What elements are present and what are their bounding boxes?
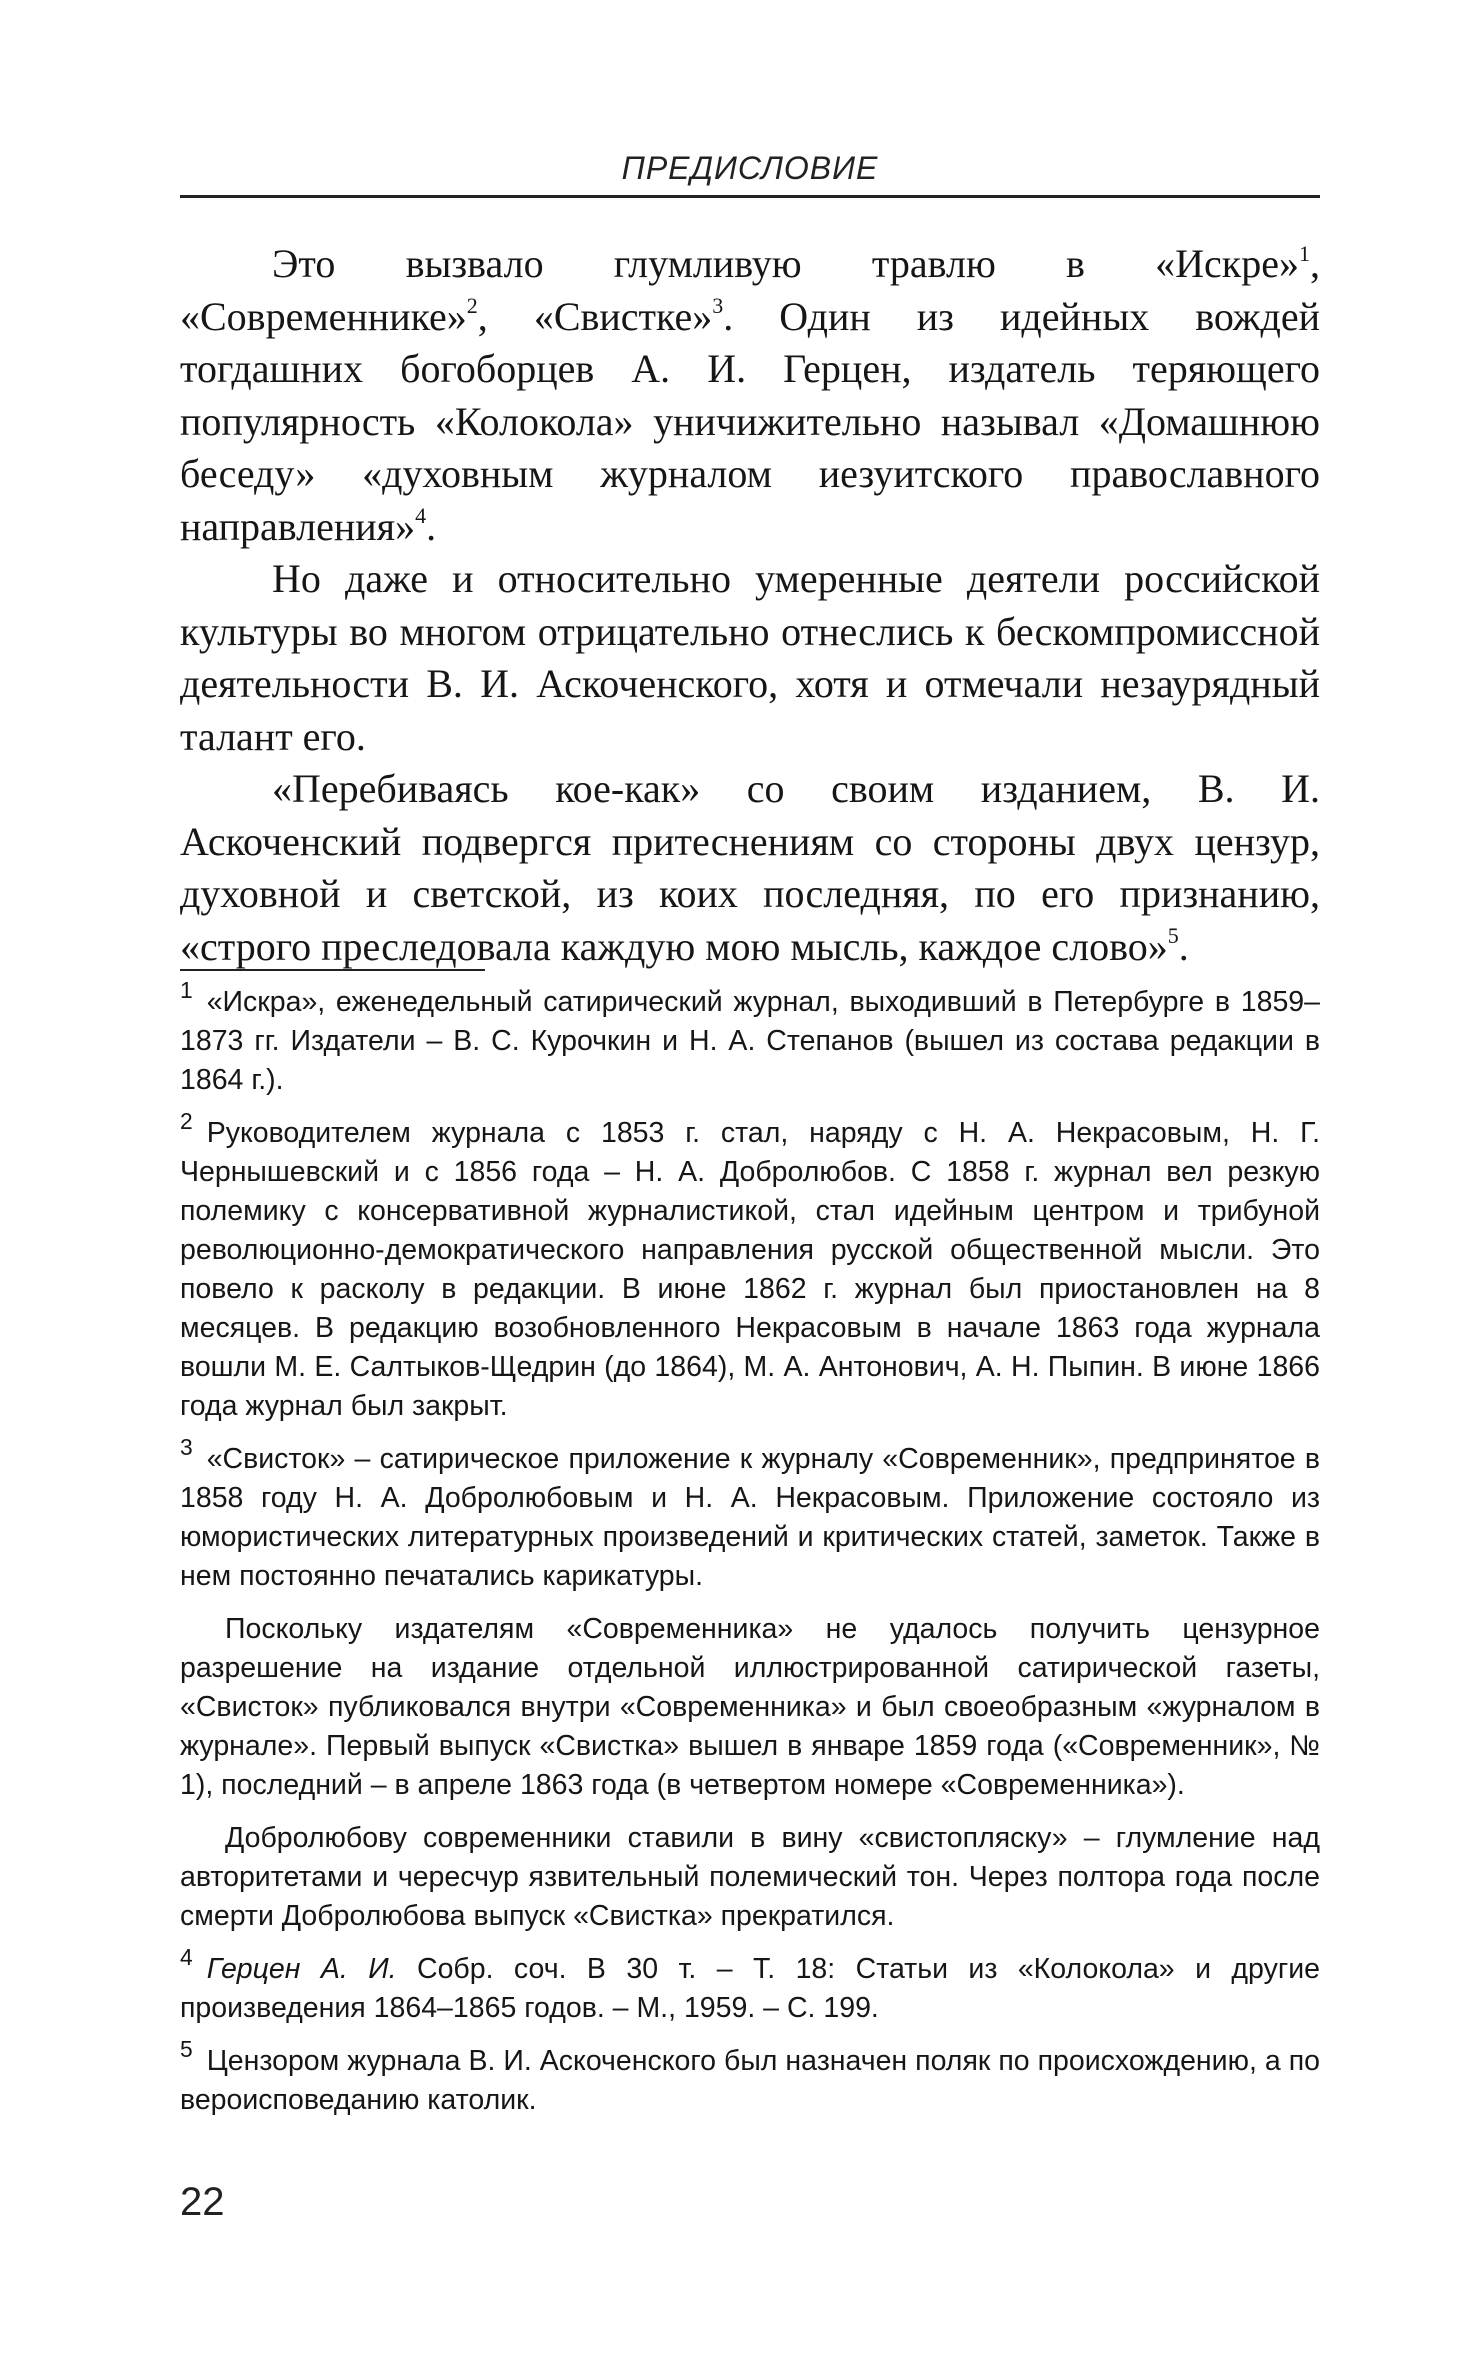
footnote-4: $^4$ Герцен А. И. Собр. соч. В 30 т. – Т. 18: Статьи из «Колокола» и другие произведения 1864–1865 годов. – М., 1959. – С. 199. bbox=[180, 1944, 1320, 2024]
footnote-3: $^3$ «Свисток» – сатирическое приложение к журналу «Современник», предпринятое в 1858 году Н. А. Добролюбовым и Н. А. Некрасовым. Приложение состояло из юмористических литературных произведений и критических статей, заметок. Также в нем постоянно печатались карикатуры. bbox=[180, 1434, 1320, 1592]
footnote-mark-2: 2 bbox=[180, 1108, 193, 1135]
paragraph-2: Но даже и относительно умеренные деятели российской культуры во многом отрицательно отнеслись к бескомпромиссной деятельности В. И. Аскоченского, хотя и отмечали незаурядный талант его. bbox=[180, 556, 1320, 759]
footnote-ref-2[interactable]: 2 bbox=[466, 293, 478, 318]
footnote-ref-3[interactable]: 3 bbox=[712, 293, 724, 318]
footnote-1: $^1$ «Искра», еженедельный сатирический журнал, выходивший в Петербурге в 1859–1873 гг. Издатели – В. С. Курочкин и Н. А. Степанов (вышел из состава редакции в 1864 г.). bbox=[180, 977, 1320, 1096]
header-rule bbox=[180, 195, 1320, 198]
footnote-mark-1: 1 bbox=[180, 977, 193, 1004]
main-text bbox=[180, 238, 1320, 973]
footnote-3-continuation-1: Поскольку издателям «Современника» не удалось получить цензурное разрешение на издание отдельной иллюстрированной сатирической газеты, «Свисток» публиковался внутри «Современника» и был своеобразным «журналом в журнале». Первый выпуск «Свистка» вышел в январе 1859 года («Современник», № 1), последний – в апреле 1863 года (в четвертом номере «Современника»). bbox=[180, 1613, 1320, 1801]
footnote-2: $^2$ Руководителем журнала с 1853 г. стал, наряду с Н. А. Некрасовым, Н. Г. Чернышевский и с 1856 года – Н. А. Добролюбов. С 1858 г. журнал вел резкую полемику с консервативной журналистикой, стал идейным центром и трибуной революционно-демократического направления русской общественной мысли. Это повело к расколу в редакции. В июне 1862 г. журнал был приостановлен на 8 месяцев. В редакцию возобновленного Некрасовым в начале 1863 года журнала вошли М. Е. Салтыков-Щедрин (до 1864), М. А. Антонович, А. Н. Пыпин. В июне 1866 года журнал был закрыт. bbox=[180, 1108, 1320, 1422]
footnote-ref-4[interactable]: 4 bbox=[415, 503, 427, 528]
footnote-rule bbox=[180, 969, 485, 971]
paragraph-1: Это вызвало глумливую травлю в «Искре»$^1$, «Современнике»$^2$, «Свистке»$^3$. Один из идейных вождей тогдашних богоборцев А. И. Герцен, издатель теряющего популярность «Колокола» уничижительно называл «Домашнюю беседу» «духовным журналом иезуитского православного направления»$^4$. bbox=[180, 240, 1320, 549]
footnote-4-author: Герцен А. И. bbox=[206, 1953, 397, 1985]
footnote-ref-5[interactable]: 5 bbox=[1167, 923, 1179, 948]
footnote-3-continuation-2: Добролюбову современники ставили в вину «свистопляску» – глумление над авторитетами и чересчур язвительный полемический тон. Через полтора года после смерти Добролюбова выпуск «Свистка» прекратился. bbox=[180, 1822, 1320, 1932]
footnote-ref-1[interactable]: 1 bbox=[1299, 240, 1310, 266]
running-header: ПРЕДИСЛОВИЕ bbox=[621, 150, 879, 186]
footnote-mark-4: 4 bbox=[180, 1944, 193, 1971]
footnotes bbox=[180, 977, 1320, 2134]
page-number: 22 bbox=[180, 2180, 225, 2224]
paragraph-3: «Перебиваясь кое-как» со своим изданием, В. И. Аскоченский подвергся притеснениям со стороны двух цензур, духовной и светской, из коих последняя, по его признанию, «строго преследовала каждую мою мысль, каждое слово»$^5$. bbox=[180, 766, 1320, 969]
footnote-mark-3: 3 bbox=[180, 1434, 193, 1461]
footnote-mark-5: 5 bbox=[180, 2036, 193, 2063]
footnote-5: $^5$ Цензором журнала В. И. Аскоченского был назначен поляк по происхождению, а по вероисповеданию католик. bbox=[180, 2036, 1320, 2116]
